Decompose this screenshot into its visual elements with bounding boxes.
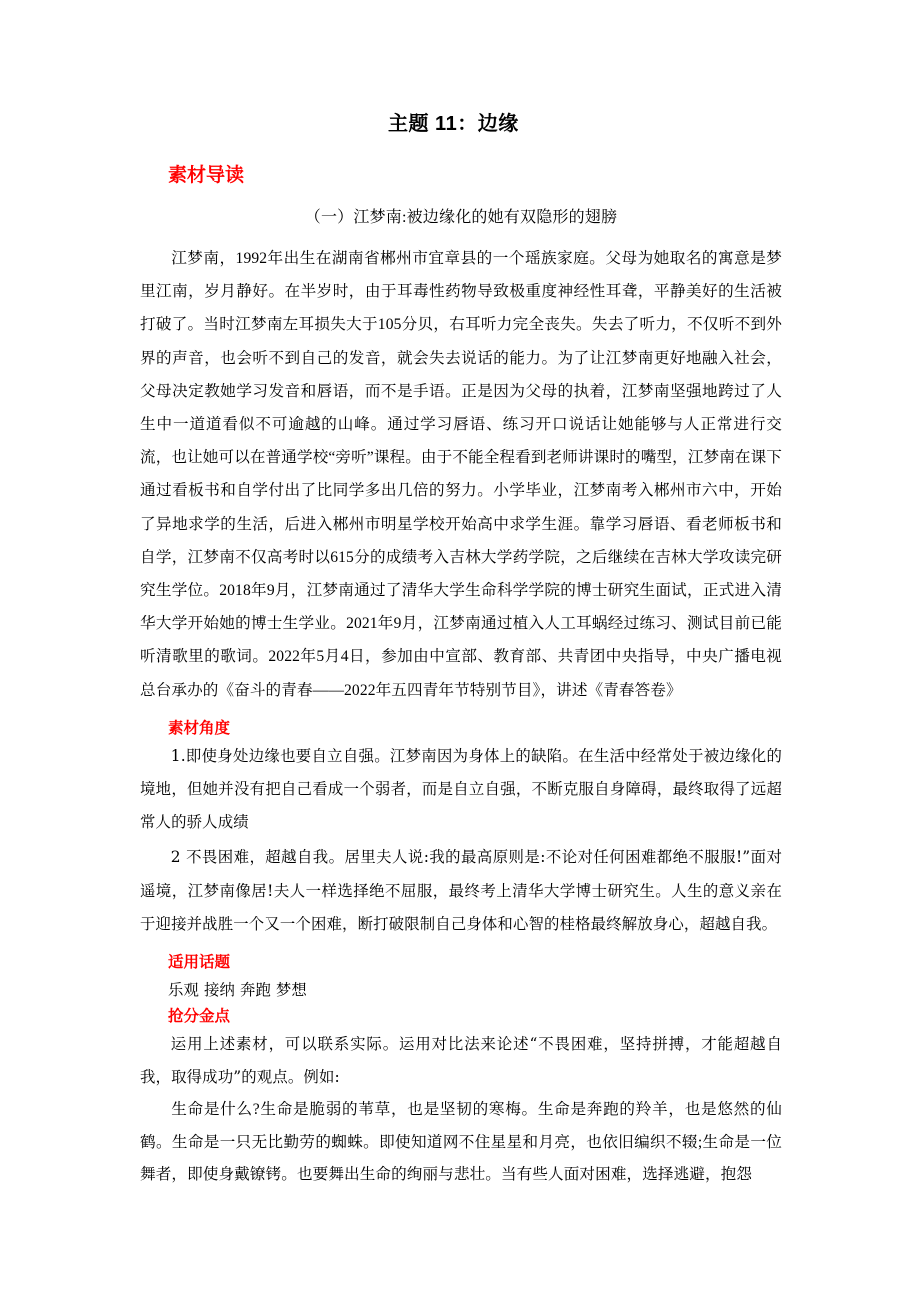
section-heading-bonus-points: 抢分金点 [168, 1008, 231, 1026]
section-heading-material-guide: 素材导读 [168, 165, 245, 186]
angle-point-2: 2 不畏困难，超越自我。居里夫人说:我的最高原则是:不论对任何困难都绝不服服!”面对遥境，江梦南像居!夫人一样选择绝不屈服，最终考上清华大学博士研究生。人生的意义亲在于迎接并战胜一个又一个困难，断打破限制自己身体和心智的桂格最终解放身心，超越自我。 [140, 848, 782, 933]
section-heading-topics: 适用话题 [168, 954, 231, 972]
narrative-paragraph: 江梦南，1992年出生在湖南省郴州市宜章县的一个瑶族家庭。父母为她取名的寓意是梦里江南，岁月静好。在半岁时，由于耳毒性药物导致极重度神经性耳聋，平静美好的生活被打破了。当时江梦南左耳损失大于105分贝，右耳听力完全丧失。失去了听力，不仅听不到外界的声音，也会听不到自己的发音，就会失去说话的能力。为了让江梦南更好地融入社会，父母决定教她学习发音和唇语，而不是手语。正是因为父母的执着，江梦南坚强地跨过了人生中一道道看似不可逾越的山峰。通过学习唇语、练习开口说话让她能够与人正常进行交流，也让她可以在普通学校“旁听”课程。由于不能全程看到老师讲课时的嘴型，江梦南在课下通过看板书和自学付出了比同学多出几倍的努力。小学毕业，江梦南考入郴州市六中，开始了异地求学的生活，后进入郴州市明星学校开始高中求学生涯。靠学习唇语、看老师板书和自学，江梦南不仅高考时以615分的成绩考入吉林大学药学院，之后继续在吉林大学攻读完研究生学位。2018年9月，江梦南通过了清华大学生命科学学院的博士研究生面试，正式进入清华大学开始她的博士生学业。2021年9月，江梦南通过植入人工耳蜗经过练习、测试目前已能听清歌里的歌词。2022年5月4日，参加由中宣部、教育部、共青团中央指导，中央广播电视总台承办的《奋斗的青春——2022年五四青年节特别节目》，讲述《青春答卷》 [140, 250, 782, 699]
article-subtitle: （一）江梦南:被边缘化的她有双隐形的翅膀 [304, 209, 618, 226]
bonus-intro-paragraph: 运用上述素材，可以联系实际。运用对比法来论述“不畏困难，坚持拼搏，才能超越自我，取得成功”的观点。例如: [140, 1035, 782, 1087]
angle-point-1: 1.即使身处边缘也要自立自强。江梦南因为身体上的缺陷。在生活中经常处于被边缘化的境地，但她并没有把自己看成一个弱者，而是自立自强，不断克服自身障碍，最终取得了远超常人的骄人成绩 [140, 746, 782, 832]
page-title: 主题 11：边缘 [388, 113, 519, 135]
bonus-example-paragraph: 生命是什么?生命是脆弱的苇草，也是坚韧的寒梅。生命是奔跑的羚羊，也是悠然的仙鹤。生命是一只无比勤劳的蜘蛛。即使知道网不住星星和月亮，也依旧编织不辍;生命是一位舞者，即使身戴镣铐。也要舞出生命的绚丽与悲壮。当有些人面对困难，选择逃避，抱怨 [140, 1101, 782, 1184]
topics-list: 乐观 接纳 奔跑 梦想 [168, 981, 307, 1000]
section-heading-material-angle: 素材角度 [168, 719, 231, 737]
document-content [140, 0, 782, 1192]
